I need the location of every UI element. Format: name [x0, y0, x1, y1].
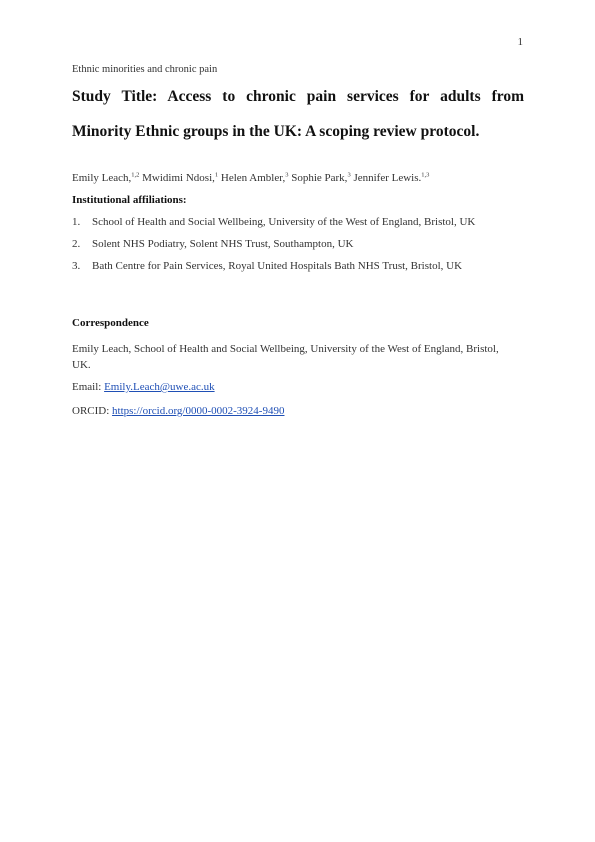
correspondence-address: Emily Leach, School of Health and Social Wellbeing, University of the West of England, Bristol, UK. — [72, 343, 499, 371]
orcid-label: ORCID: — [72, 405, 113, 417]
affiliation-number: 1. — [72, 216, 81, 228]
affiliation-number: 3. — [72, 260, 81, 272]
author-affiliation-marker: 3 — [285, 171, 289, 179]
page-number: 1 — [517, 36, 523, 48]
title-line-2: Minority Ethnic groups in the UK: A scoping review protocol. — [72, 123, 480, 140]
author-affiliation-marker: 3 — [347, 171, 351, 179]
author-name: Emily Leach, — [72, 172, 132, 184]
correspondence-email — [72, 381, 215, 393]
paper-title — [72, 88, 524, 141]
title-line-1: Study Title: Access to chronic pain services for adults from — [72, 88, 524, 105]
author-name: Helen Ambler, — [220, 172, 286, 184]
correspondence-orcid — [72, 405, 284, 417]
affiliation-number: 2. — [72, 238, 81, 250]
affiliation-item — [72, 238, 475, 260]
orcid-link[interactable]: https://orcid.org/0000-0002-3924-9490 — [112, 405, 285, 417]
affiliation-text: Solent NHS Podiatry, Solent NHS Trust, Southampton, UK — [92, 238, 354, 250]
affiliations-heading: Institutional affiliations: — [72, 194, 187, 206]
correspondence-heading: Correspondence — [72, 317, 149, 329]
author-affiliation-marker: 1,2 — [131, 171, 140, 179]
affiliation-text: School of Health and Social Wellbeing, University of the West of England, Bristol, UK — [92, 216, 476, 228]
author-affiliation-marker: 1,3 — [421, 171, 430, 179]
author-affiliation-marker: 1 — [214, 171, 219, 179]
affiliation-item — [72, 260, 475, 282]
author-list — [72, 172, 429, 184]
affiliations-list — [72, 216, 475, 282]
email-link[interactable]: Emily.Leach@uwe.ac.uk — [104, 381, 215, 393]
affiliation-text: Bath Centre for Pain Services, Royal United Hospitals Bath NHS Trust, Bristol, UK — [92, 260, 463, 272]
running-head: Ethnic minorities and chronic pain — [72, 64, 218, 75]
author-name: Sophie Park, — [291, 172, 348, 184]
author-name: Jennifer Lewis. — [353, 172, 422, 184]
affiliation-item — [72, 216, 475, 238]
email-label: Email: — [72, 381, 105, 393]
author-name: Mwidimi Ndosi, — [142, 172, 215, 184]
